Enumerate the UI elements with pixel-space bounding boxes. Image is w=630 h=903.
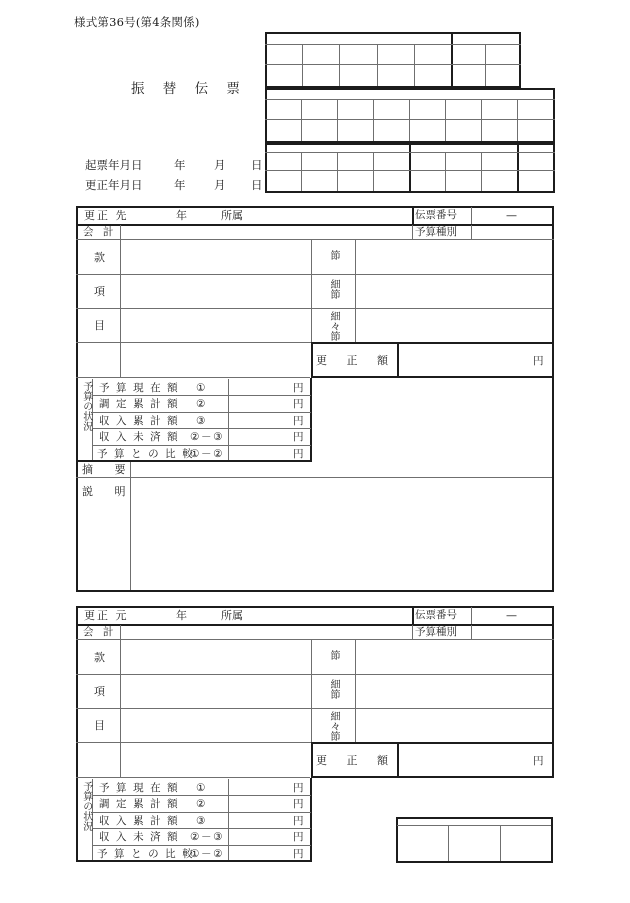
sec2-correction-amount-unit: 円: [533, 755, 544, 767]
sec1-budget-block-right: [310, 378, 312, 462]
sec1-budget-row-unit-4: 円: [293, 448, 304, 460]
sec2-budget-type-label: 予算種別: [415, 626, 457, 638]
sec1-amount-row-left-divider: [120, 343, 121, 377]
sec2-frame-right: [552, 606, 554, 778]
document-title: 振 替 伝 票: [131, 81, 247, 97]
issue-date-label: 起票年月日: [85, 158, 143, 172]
correction-date-month-unit: 月: [214, 178, 226, 192]
sec1-correction-amount-label: 更 正 額: [316, 354, 396, 367]
sec2-budget-row-label-4: 予 算 と の 比 較: [97, 848, 195, 860]
section-correction-source[interactable]: [0, 600, 630, 900]
seal-cell-1[interactable]: [398, 826, 448, 861]
sec2-budget-vertical-label-divider: [92, 779, 93, 861]
sec2-slip-no-box-divider: [471, 607, 472, 624]
sec2-budget-status-vertical-label: 予算の状況: [80, 781, 92, 831]
seal-cell-2[interactable]: [449, 826, 500, 861]
sec2-header-rule: [76, 624, 554, 626]
sec2-budget-row-ref-0: ①: [196, 782, 208, 794]
sec2-correction-amount-input[interactable]: [399, 744, 529, 776]
sec1-budget-row-unit-0: 円: [293, 382, 304, 394]
sec2-header-year-unit: 年: [176, 609, 187, 622]
sec2-budget-type-value-divider: [471, 625, 472, 639]
sec1-slip-number-value[interactable]: —: [506, 209, 517, 222]
approval-seal-box[interactable]: [396, 817, 553, 863]
sec2-slip-no-box-left: [412, 606, 414, 624]
sec2-slip-number-value[interactable]: —: [506, 609, 517, 622]
sec1-value-kan[interactable]: [121, 241, 311, 274]
sec1-explanation-input[interactable]: [131, 478, 552, 590]
sec2-header-affiliation: 所属: [221, 609, 243, 622]
issue-date-year-unit: 年: [174, 158, 186, 172]
sec2-slip-number-label: 伝票番号: [415, 609, 457, 621]
sec1-amount-row-rule-left: [76, 377, 310, 378]
sec2-value-saisetsu[interactable]: [356, 675, 552, 708]
sec2-row-label-setsu: 節: [328, 650, 339, 660]
form-number: 様式第36号(第4条関係): [74, 15, 200, 29]
sec1-budget-row-input-3[interactable]: [229, 429, 291, 444]
sec1-account-row-rule: [76, 239, 554, 240]
correction-date-year-unit: 年: [174, 178, 186, 192]
sec2-budget-row-unit-2: 円: [293, 815, 304, 827]
sec2-budget-row-unit-4: 円: [293, 848, 304, 860]
sec2-value-moku[interactable]: [121, 709, 311, 742]
sec2-value-saisaisetsu[interactable]: [356, 709, 552, 742]
sec2-budget-row-ref-3: ②－③: [190, 831, 225, 843]
sec2-amount-row-left-divider: [120, 743, 121, 777]
sec2-budget-type-divider: [412, 625, 413, 639]
sec2-row-label-saisaisetsu: 細々節: [328, 711, 339, 741]
sec2-budget-row-input-0[interactable]: [229, 780, 291, 795]
sec2-correction-amount-box-left: [311, 742, 313, 778]
sec2-frame-top: [76, 606, 554, 608]
sec2-budget-row-input-3[interactable]: [229, 829, 291, 844]
seal-box-top: [396, 817, 553, 819]
seal-box-bottom: [396, 861, 553, 863]
sec2-budget-row-label-2: 収 入 累 計 額: [99, 815, 180, 827]
sec1-budget-row-label-3: 収 入 未 済 額: [99, 431, 180, 443]
sec1-row-label-ko: 項: [94, 285, 105, 298]
sec2-budget-row-label-1: 調 定 累 計 額: [99, 798, 180, 810]
sec2-class-mid-divider: [311, 640, 312, 742]
sec1-header-label: 更正 先: [84, 209, 129, 222]
sec2-budget-row-label-3: 収 入 未 済 額: [99, 831, 180, 843]
sec1-header-year-unit: 年: [176, 209, 187, 222]
sec1-header-affiliation: 所属: [221, 209, 243, 222]
sec1-budget-row-ref-2: ③: [196, 415, 208, 427]
sec2-budget-row-ref-2: ③: [196, 815, 208, 827]
correction-date-day-unit: 日: [251, 178, 263, 192]
sec1-value-saisetsu[interactable]: [356, 275, 552, 308]
sec1-budget-type-divider: [412, 225, 413, 239]
sec1-value-saisaisetsu[interactable]: [356, 309, 552, 342]
sec1-budget-row-unit-1: 円: [293, 398, 304, 410]
sec1-budget-row-label-1: 調 定 累 計 額: [99, 398, 180, 410]
sec1-value-moku[interactable]: [121, 309, 311, 342]
sec1-correction-amount-input[interactable]: [399, 344, 529, 376]
sec2-budget-row-unit-0: 円: [293, 782, 304, 794]
sec2-account-label-divider: [120, 625, 121, 639]
sec1-slip-no-box-left: [412, 206, 414, 224]
correction-date-label: 更正年月日: [85, 178, 143, 192]
sec2-budget-row-input-1[interactable]: [229, 796, 291, 811]
sec1-correction-amount-unit: 円: [533, 355, 544, 367]
sec1-budget-row-unit-2: 円: [293, 415, 304, 427]
seal-cell-3[interactable]: [501, 826, 551, 861]
sec2-budget-row-unit-3: 円: [293, 831, 304, 843]
sec1-account-label: 会 計: [83, 226, 117, 238]
sec1-class-mid-divider: [311, 240, 312, 342]
sec2-budget-row-input-4[interactable]: [229, 846, 291, 861]
sec1-budget-row-unit-3: 円: [293, 431, 304, 443]
sec2-correction-amount-label: 更 正 額: [316, 754, 396, 767]
sec1-frame-top: [76, 206, 554, 208]
sec1-budget-vertical-label-divider: [92, 379, 93, 461]
sec2-row-label-saisetsu: 細節: [328, 679, 339, 699]
sec1-slip-number-label: 伝票番号: [415, 209, 457, 221]
sec2-account-label: 会 計: [83, 626, 117, 638]
sec2-budget-block-right: [310, 778, 312, 862]
sec2-budget-row-ref-1: ②: [196, 798, 208, 810]
sec2-budget-row-label-0: 予 算 現 在 額: [99, 782, 180, 794]
sec1-frame-right: [552, 206, 554, 592]
sec1-summary-input[interactable]: [131, 462, 552, 477]
sec1-row-label-saisaisetsu: 細々節: [328, 311, 339, 341]
sec1-budget-row-input-0[interactable]: [229, 380, 291, 395]
sec2-budget-row-input-2[interactable]: [229, 813, 291, 828]
issue-date-day-unit: 日: [251, 158, 263, 172]
sec1-account-label-divider: [120, 225, 121, 239]
issue-date-month-unit: 月: [214, 158, 226, 172]
sec1-row-label-kan: 款: [94, 251, 105, 264]
sec1-budget-row-input-4[interactable]: [229, 446, 291, 461]
sec1-budget-row-ref-1: ②: [196, 398, 208, 410]
sec2-frame-left: [76, 606, 78, 861]
sec1-value-ko[interactable]: [121, 275, 311, 308]
sec1-budget-row-label-0: 予 算 現 在 額: [99, 382, 180, 394]
sec1-budget-row-ref-4: ①－②: [190, 448, 225, 460]
sec1-budget-row-ref-3: ②－③: [190, 431, 225, 443]
sec1-budget-row-ref-0: ①: [196, 382, 208, 394]
seal-box-right: [551, 817, 553, 863]
sec2-row-label-moku: 目: [94, 719, 105, 732]
sec2-row-label-kan: 款: [94, 651, 105, 664]
sec2-value-kan[interactable]: [121, 641, 311, 674]
sec1-budget-row-label-2: 収 入 累 計 額: [99, 415, 180, 427]
sec1-budget-type-label: 予算種別: [415, 226, 457, 238]
sec1-budget-type-value-divider: [471, 225, 472, 239]
sec2-account-row-rule: [76, 639, 554, 640]
sec1-budget-row-label-4: 予 算 と の 比 較: [97, 448, 195, 460]
sec2-row-label-ko: 項: [94, 685, 105, 698]
sec2-amount-row-rule-left: [76, 777, 310, 778]
sec1-budget-status-vertical-label: 予算の状況: [80, 381, 92, 431]
sec1-row-label-saisetsu: 細節: [328, 279, 339, 299]
sec1-budget-row-input-1[interactable]: [229, 396, 291, 411]
sec2-budget-row-ref-4: ①－②: [190, 848, 225, 860]
sec1-explanation-label: 説 明: [82, 485, 135, 498]
sec1-slip-no-box-divider: [471, 207, 472, 224]
sec1-row-label-moku: 目: [94, 319, 105, 332]
sec1-frame-left: [76, 206, 78, 592]
sec2-value-ko[interactable]: [121, 675, 311, 708]
sec2-correction-amount-box-bottom: [311, 776, 552, 778]
sec1-value-setsu[interactable]: [356, 241, 552, 274]
sec1-frame-bottom: [76, 590, 554, 592]
sec1-correction-amount-box-left: [311, 342, 313, 378]
sec1-correction-amount-box-bottom: [311, 376, 552, 378]
sec1-budget-row-input-2[interactable]: [229, 413, 291, 428]
sec1-row-label-setsu: 節: [328, 250, 339, 260]
sec2-budget-row-unit-1: 円: [293, 798, 304, 810]
sec2-header-label: 更正 元: [84, 609, 129, 622]
sec2-value-setsu[interactable]: [356, 641, 552, 674]
sec1-summary-label: 摘 要: [82, 463, 135, 476]
sec1-header-rule: [76, 224, 554, 226]
